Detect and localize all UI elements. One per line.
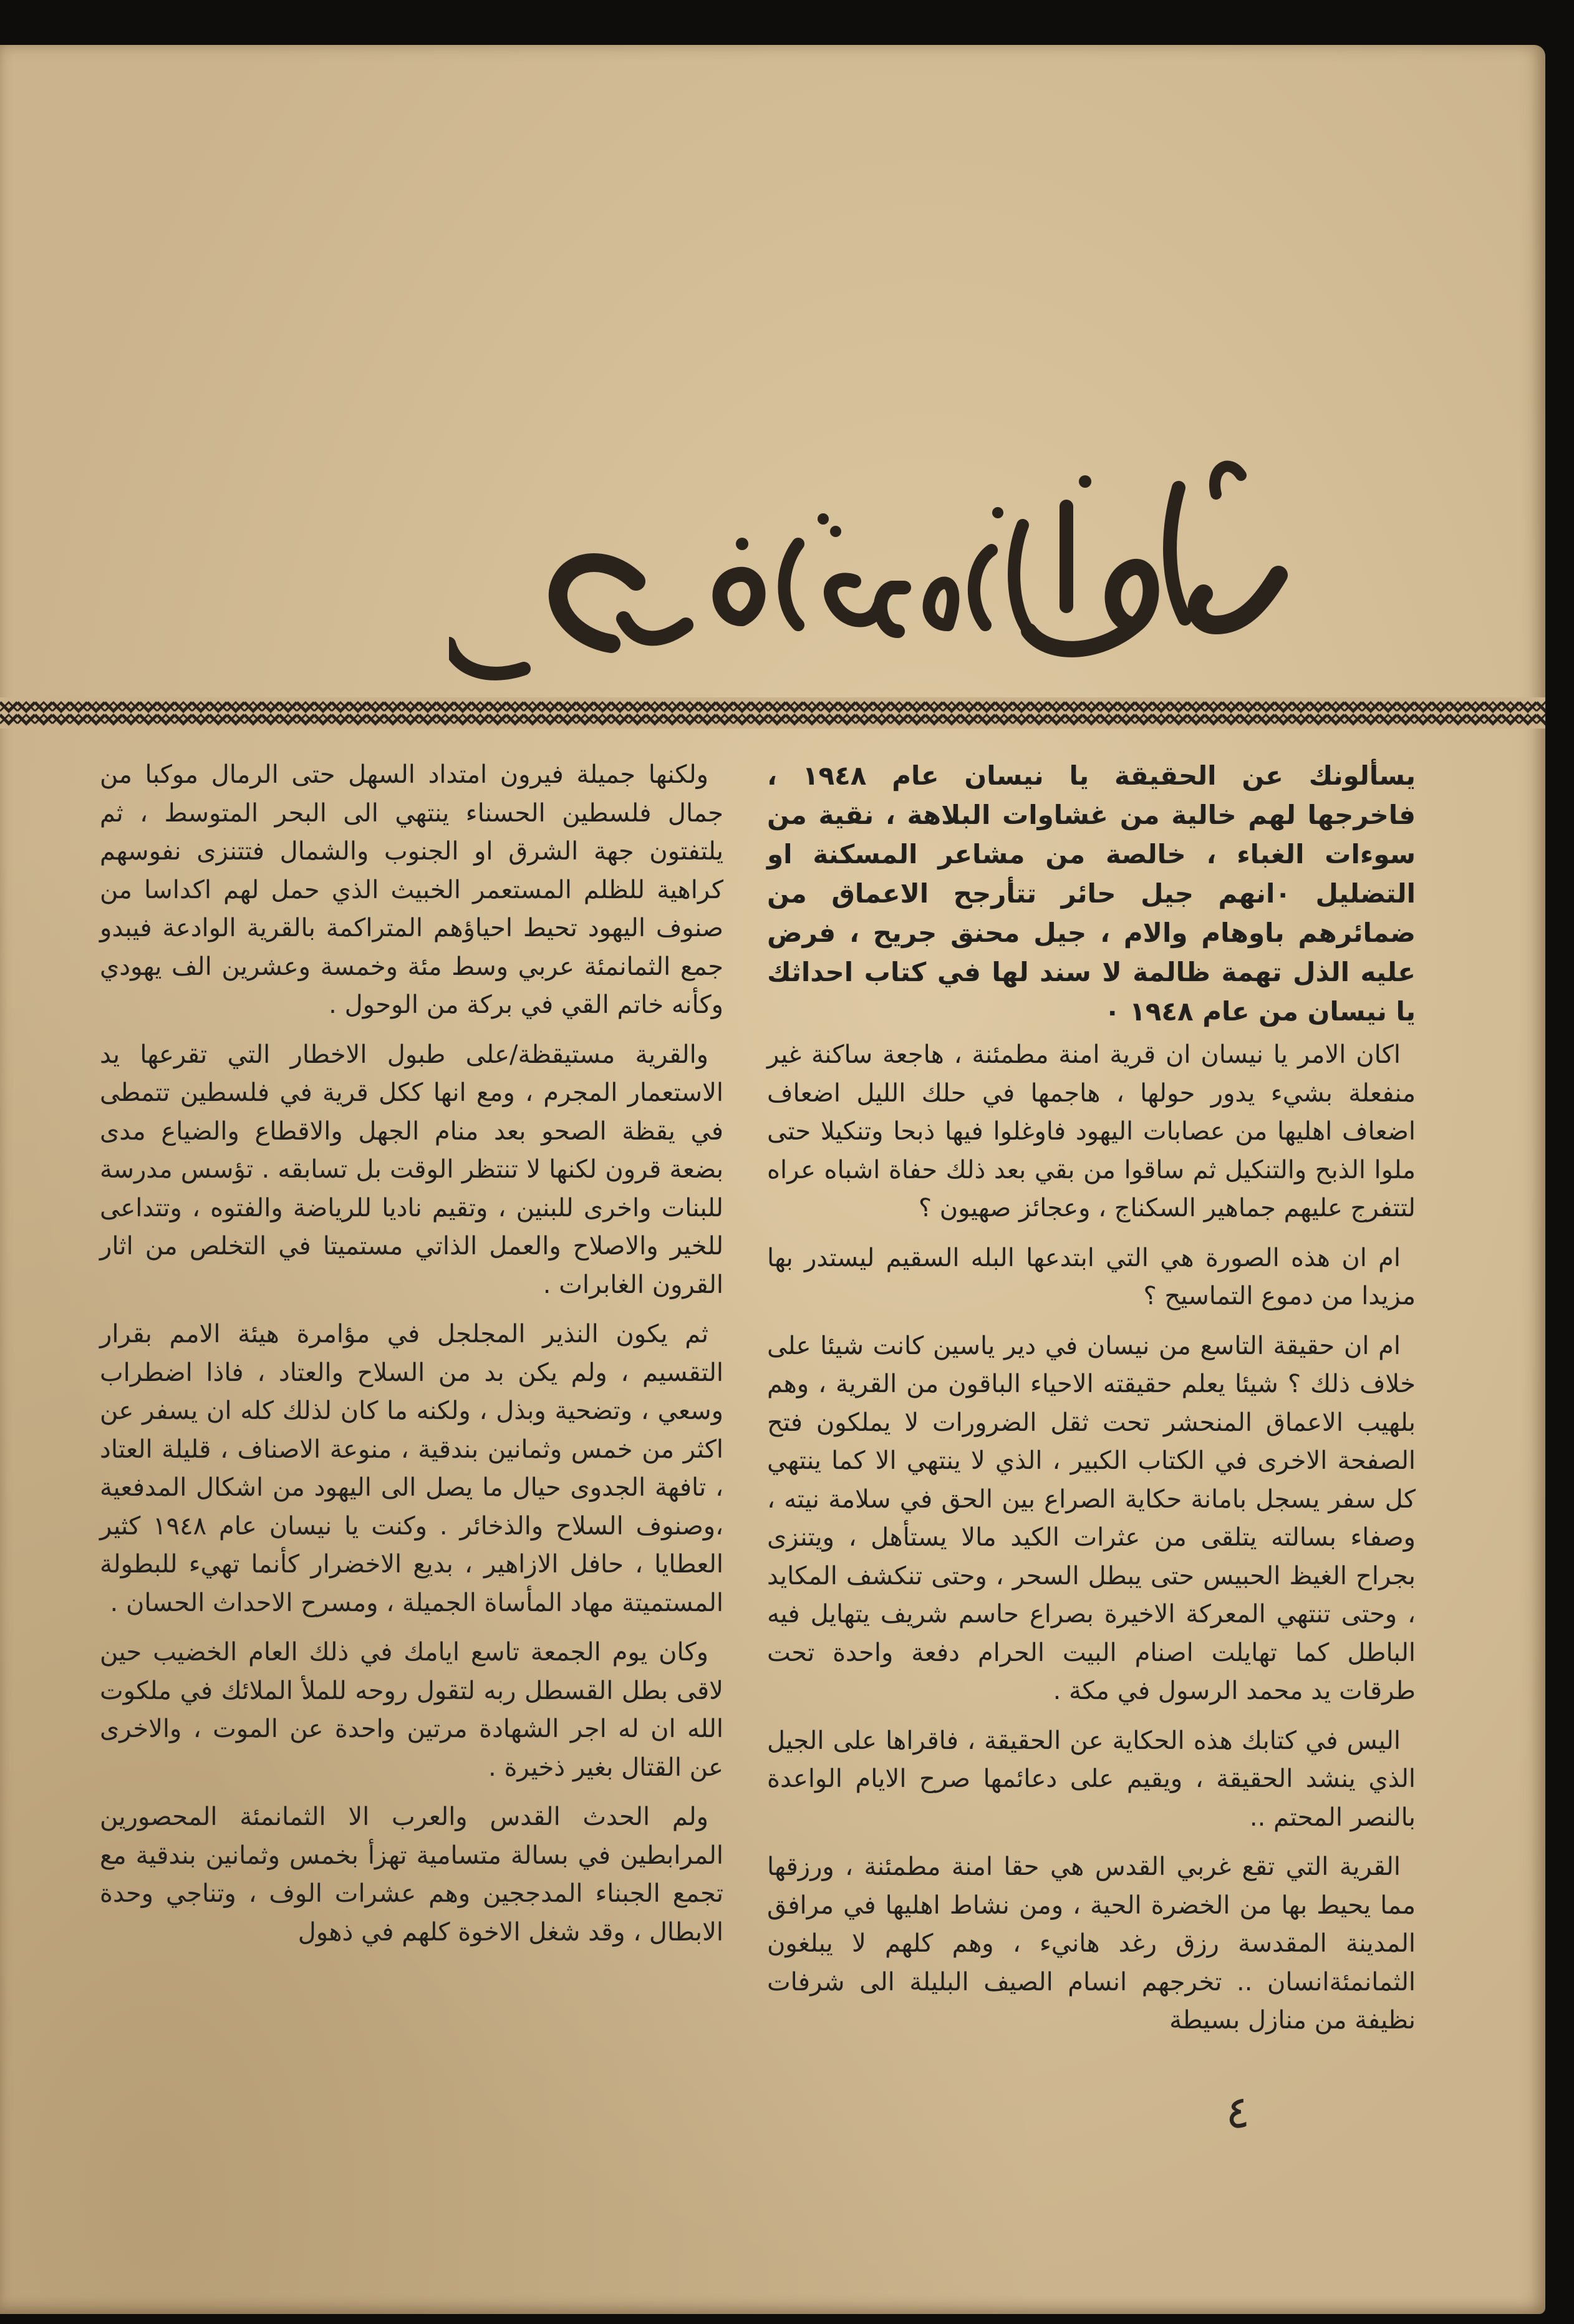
- paragraph: وكان يوم الجمعة تاسع ايامك في ذلك العام الخضيب حين لاقى بطل القسطل ربه لتقول روحه للملأ الملائك في ملكوت الله ان له اجر الشهادة مرتين واحدة عن الموت ، والاخرى عن القتال بغير ذخيرة .: [100, 1638, 723, 1782]
- paragraph: والقرية مستيقظة/على طبول الاخطار التي تقرعها يد الاستعمار المجرم ، ومع انها ككل قرية في فلسطين تتمطى في يقظة الصحو بعد منام الجهل والاقطاع والضياع مدى بضعة قرون لكنها لا تنتظر الوقت بل تسابقه . تؤسس مدرسة للبنات واخرى للبنين ، وتقيم ناديا للرياضة والفتوه ، وتتداعى للخير والاصلاح والعمل الذاتي مستميتا في التخلص من اثار القرون الغابرات .: [100, 1040, 723, 1299]
- paragraph: ولكنها جميلة فيرون امتداد السهل حتى الرمال موكبا من جمال فلسطين الحسناء ينتهي الى البحر المتوسط ، ثم يلتفتون جهة الشرق او الجنوب والشمال فتتنزى نفوسهم كراهية للظلم المستعمر الخبيث الذي حمل لهم اكداسا من صنوف اليهود تحيط احياؤهم المتراكمة بالقرية الوادعة فيبدو جمع الثمانمئة عربي وسط مئة وخمسة وعشرين الف يهودي وكأنه خاتم القي في بركة من الوحول .: [100, 760, 723, 1019]
- paragraph: ام ان هذه الصورة هي التي ابتدعها البله السقيم ليستدر بها مزيدا من دموع التماسيح ؟: [767, 1243, 1416, 1310]
- page-number: ٤: [1225, 2086, 1250, 2138]
- divider-pattern: [0, 697, 1545, 729]
- left-text-column: [100, 756, 723, 2078]
- paragraph: القرية التي تقع غربي القدس هي حقا امنة مطمئنة ، ورزقها مما يحيط بها من الخضرة الحية ، ومن نشاط اهليها في مرافق المدينة المقدسة رزق رغد هانيء ، وهم كلهم لا يبلغون الثمانمئةانسان .. تخرجهم انسام الصيف البليلة الى شرفات نظيفة من منازل بسيطة: [767, 1852, 1416, 2035]
- paragraph: ولم الحدث القدس والعرب الا الثمانمئة المحصورين المرابطين في بسالة متسامية تهزأ بخمس وثمانين بندقية مع تجمع الجبناء المدججين وهم عشرات الوف ، وتناجي وحدة الابطال ، وقد شغل الاخوة كلهم في ذهول: [100, 1803, 723, 1947]
- right-text-column: [767, 756, 1416, 2078]
- paragraph: ثم يكون النذير المجلجل في مؤامرة هيئة الامم بقرار التقسيم ، ولم يكن بد من السلاح والعتاد ، فاذا اضطراب وسعي ، وتضحية وبذل ، ولكنه ما كان لذلك كله ان يسفر عن اكثر من خمس وثمانين بندقية ، منوعة الاصناف ، قليلة العتاد ، تافهة الجدوى حيال ما يصل الى اليهود من اشكال المدفعية ،وصنوف السلاح والذخائر . وكنت يا نيسان عام ١٩٤٨ كثير العطايا ، حافل الازاهير ، بديع الاخضرار كأنما تهيء للبطولة المستميتة مهاد المأساة الجميلة ، ومسرح الاحداث الحسان .: [100, 1320, 724, 1617]
- paragraph: ام ان حقيقة التاسع من نيسان في دير ياسين كانت شيئا على خلاف ذلك ؟ شيئا يعلم حقيقته الاحياء الباقون من القرية ، وهم بلهيب الاعماق المنحشر تحت ثقل الضرورات لا يملكون فتح الصفحة الاخرى في الكتاب الكبير ، الذي لا ينتهي الا كما ينتهي كل سفر يسجل بامانة حكاية الصراع بين الحق في سلامة نيته ، وصفاء بسالته يتلقى من عثرات الكيد مالا يستأهل ، ويتنزى بجراح الغيظ الحبيس حتى يبطل السحر ، وحتى تنكشف المكايد ، وحتى تنتهي المعركة الاخيرة بصراع حاسم شريف يتهايل فيه الباطل كما تهايلت اصنام البيت الحرام دفعة واحدة تحت طرقات يد محمد الرسول في مكة .: [767, 1331, 1416, 1705]
- paragraph: اكان الامر يا نيسان ان قرية امنة مطمئنة ، هاجعة ساكنة غير منفعلة بشيء يدور حولها ، هاجمها في حلك الليل اضعاف اضعاف اهليها من عصابات اليهود فاوغلوا فيها ذبحا وتنكيلا حتى ملوا الذبح والتنكيل ثم ساقوا من بقي بعد ذلك حفاة اشباه عراه لتتفرج عليهم جماهير السكناج ، وعجائز صهيون ؟: [767, 1040, 1416, 1223]
- paragraph: اليس في كتابك هذه الحكاية عن الحقيقة ، فاقراها على الجيل الذي ينشد الحقيقة ، ويقيم على دعائمها صرح الايام الواعدة بالنصر المحتم ..: [767, 1726, 1416, 1832]
- lead-paragraph: يسألونك عن الحقيقة يا نيسان عام ١٩٤٨ ، فاخرجها لهم خالية من غشاوات البلاهة ، نقية من سوءات الغباء ، خالصة من مشاعر المسكنة او التضليل ٠انهم جيل حائر تتأرجح الاعماق من ضمائرهم باوهام والام ، جيل محنق جريح ، فرض عليه الذل تهمة ظالمة لا سند لها في كتاب احداثك يا نيسان من عام ١٩٤٨ ٠: [767, 760, 1416, 1027]
- ornamental-divider: [0, 697, 1545, 729]
- magazine-page: [0, 45, 1545, 2314]
- article-title: [449, 419, 1347, 694]
